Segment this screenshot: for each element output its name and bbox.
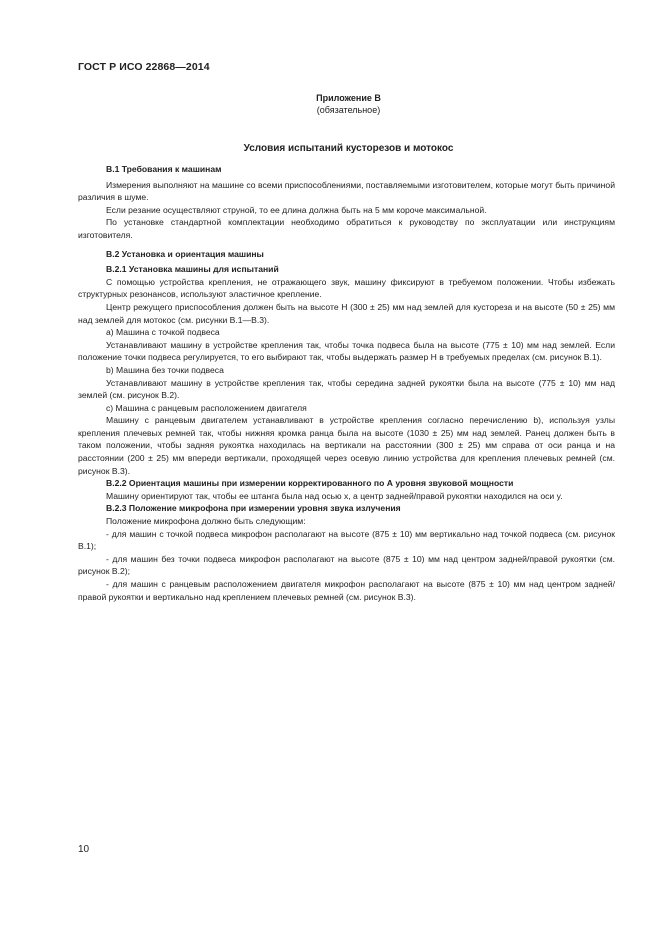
- list-item-dash: - для машин с ранцевым расположением двигателя микрофон располагают на высоте (875 ± 10) мм над центром задней/правой рукоятки и вертикально над креплением плечевых ремней (см. рисунок В.3).: [78, 579, 615, 602]
- list-item-b: b) Машина без точки подвеса: [106, 364, 224, 375]
- section-heading-b1: В.1 Требования к машинам: [106, 164, 222, 174]
- list-item-dash: - для машин с точкой подвеса микрофон располагают на высоте (875 ± 10) мм вертикально над точкой подвеса (см. рисунок В.1);: [78, 528, 615, 552]
- subsection-heading-b22: В.2.2 Ориентация машины при измерении корректированного по А уровня звуковой мощности: [106, 478, 514, 489]
- paragraph: Если резание осуществляют струной, то ее длина должна быть на 5 мм короче максимальной.: [106, 204, 487, 215]
- appendix-title: [0, 143, 661, 154]
- list-item-dash: - для машин без точки подвеса микрофон располагают на высоте (875 ± 10) мм над центром задней/правой рукоятки (см. рисунок В.2);: [78, 553, 615, 577]
- paragraph: По установке стандартной комплектации необходимо обратиться к руководству по эксплуатации или инструкциям изготовителя.: [78, 217, 615, 240]
- paragraph: С помощью устройства крепления, не отражающего звук, машину фиксируют в требуемом положении. Чтобы избежать структурных резонансов, используют эластичное крепление.: [78, 276, 615, 300]
- subsection-heading-b21: В.2.1 Установка машины для испытаний: [106, 264, 279, 275]
- paragraph: Центр режущего приспособления должен быть на высоте H (300 ± 25) мм над землей для кустореза и на высоте (50 ± 25) мм над землей для мотокос (см. рисунки В.1—В.3).: [78, 301, 615, 325]
- list-item-c: c) Машина с ранцевым расположением двигателя: [106, 402, 307, 413]
- section-heading-b2: В.2 Установка и ориентация машины: [106, 248, 264, 259]
- page-number: 10: [78, 844, 90, 855]
- paragraph: Положение микрофона должно быть следующим:: [106, 516, 306, 527]
- subsection-heading-b23: В.2.3 Положение микрофона при измерении уровня звука излучения: [106, 503, 401, 514]
- paragraph: Машину ориентируют так, чтобы ее штанга была над осью x, а центр задней/правой рукоятки находился на оси y.: [106, 490, 563, 501]
- appendix-label: Приложение В: [316, 93, 381, 103]
- document-header: ГОСТ Р ИСО 22868—2014: [78, 61, 210, 73]
- appendix-title-text: Условия испытаний кусторезов и мотокос: [243, 143, 454, 154]
- paragraph: Устанавливают машину в устройстве крепления так, чтобы середина задней рукоятки была на высоте (775 ± 10) мм над землей (см. рисунок В.2).: [78, 377, 615, 401]
- paragraph: Устанавливают машину в устройстве крепления так, чтобы точка подвеса была на высоте (775 ± 10) мм над землей. Если положение точки подвеса регулируется, то его выбирают так, чтобы выдержать размер H в требуемых пределах (см. рисунок В.1).: [78, 339, 615, 363]
- appendix-status: (обязательное): [316, 105, 381, 115]
- paragraph: Машину с ранцевым двигателем устанавливают в устройстве крепления согласно перечислению b), используя узлы крепления плечевых ремней так, чтобы нижняя кромка ранца была на высоте (1030 ± 25) мм над землей. Ранец должен быть в таком положении, чтобы задняя рукоятка находилась на вертикали на расстоянии (300 ± 25) мм справа от оси ранца и на расстоянии (200 ± 25) мм впереди вертикали, проходящей через осевую линию устройства для крепления плечевых ремней (см. рисунок В.3).: [78, 415, 615, 476]
- paragraph: Измерения выполняют на машине со всеми приспособлениями, поставляемыми изготовителем, которые могут быть причиной различия в шуме.: [78, 179, 615, 203]
- appendix-heading: [0, 92, 661, 116]
- document-body: [78, 163, 615, 603]
- list-item-a: a) Машина с точкой подвеса: [106, 327, 220, 338]
